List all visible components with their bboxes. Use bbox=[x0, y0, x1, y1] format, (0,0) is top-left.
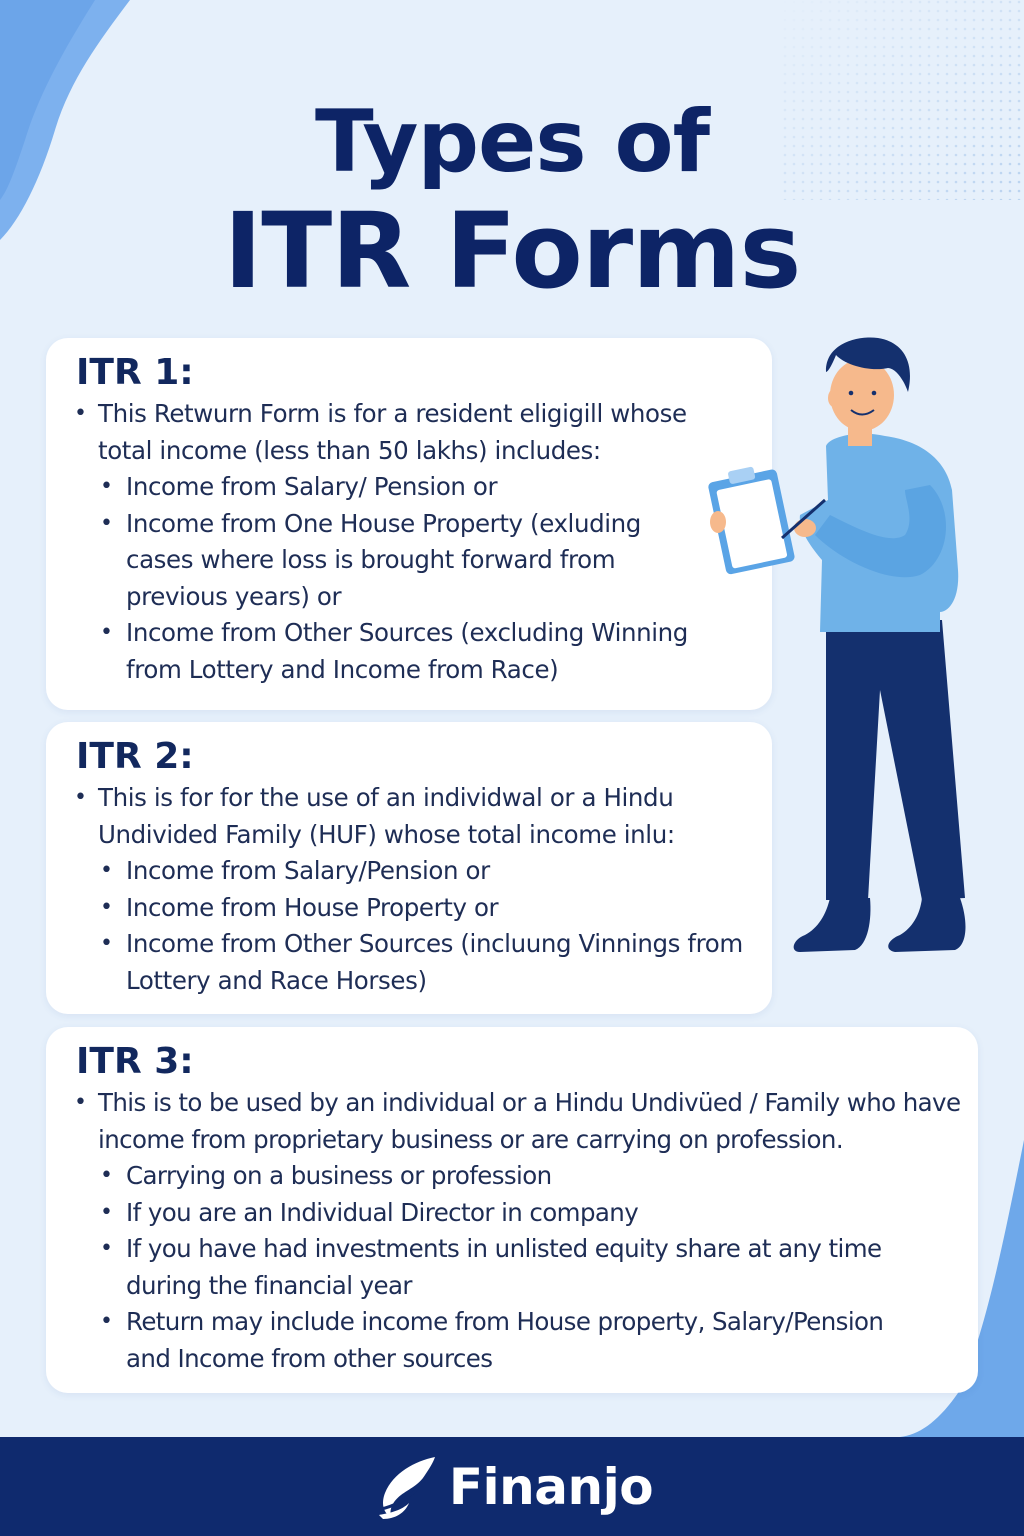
bullet-icon: • bbox=[100, 510, 113, 536]
bullet-icon: • bbox=[100, 858, 113, 883]
itr2-intro bbox=[74, 780, 758, 853]
person-with-clipboard-icon bbox=[700, 330, 1000, 960]
bullet-icon: • bbox=[100, 931, 113, 956]
itr1-intro-line2: total income (less than 50 lakhs) includes: bbox=[98, 435, 601, 465]
itr3-intro-line2: income from proprietary business or are carrying on profession. bbox=[98, 1124, 844, 1154]
bullet-icon: • bbox=[100, 1309, 113, 1334]
itr3-item-investments-line2: during the financial year bbox=[126, 1270, 412, 1300]
footer-bar bbox=[0, 1437, 1024, 1536]
itr2-item-other-line2: Lottery and Race Horses) bbox=[126, 965, 427, 995]
bullet-icon: • bbox=[74, 1090, 87, 1115]
itr1-body bbox=[74, 396, 758, 688]
itr1-item-other-line2: from Lottery and Income from Race) bbox=[126, 654, 559, 684]
bullet-icon: • bbox=[100, 1163, 113, 1188]
itr3-item-investments bbox=[74, 1231, 964, 1304]
itr1-item-house-line2: cases where loss is brought forward from bbox=[126, 545, 616, 574]
itr3-heading: ITR 3: bbox=[76, 1041, 194, 1082]
page-title-line-1: Types of bbox=[314, 92, 710, 192]
bullet-icon: • bbox=[74, 785, 87, 810]
itr1-item-salary-text: Income from Salary/ Pension or bbox=[126, 472, 498, 501]
itr2-item-salary-text: Income from Salary/Pension or bbox=[126, 856, 490, 885]
itr1-item-other-line1: Income from Other Sources (excluding Winning bbox=[126, 618, 688, 647]
itr3-card bbox=[46, 1027, 978, 1393]
itr2-item-house bbox=[74, 890, 758, 927]
bullet-icon: • bbox=[100, 1199, 113, 1225]
itr2-intro-line2: Undivided Family (HUF) whose total income inlu: bbox=[98, 819, 675, 849]
itr3-item-return-line1: Return may include income from House property, Salary/Pension bbox=[126, 1307, 884, 1336]
itr1-item-house bbox=[74, 506, 758, 616]
itr3-item-director bbox=[74, 1195, 964, 1232]
itr1-intro-line1: This Retwurn Form is for a resident eligigill whose bbox=[98, 399, 687, 428]
itr2-body bbox=[74, 780, 758, 999]
itr3-item-director-text: If you are an Individual Director in company bbox=[126, 1197, 639, 1227]
bullet-icon: • bbox=[100, 474, 113, 499]
itr2-heading: ITR 2: bbox=[76, 736, 194, 777]
itr2-item-other bbox=[74, 926, 758, 999]
itr2-item-salary bbox=[74, 853, 758, 890]
bullet-icon: • bbox=[74, 401, 87, 426]
bullet-icon: • bbox=[100, 620, 113, 645]
itr1-item-salary bbox=[74, 469, 758, 506]
itr1-item-house-line1: Income from One House Property (exluding bbox=[126, 508, 641, 538]
itr2-intro-line1: This is for for the use of an individwal or a Hindu bbox=[98, 783, 674, 812]
itr3-item-business bbox=[74, 1158, 964, 1195]
leaf-logo-icon bbox=[371, 1451, 443, 1523]
brand bbox=[0, 1437, 1024, 1536]
itr1-item-house-line3: previous years) or bbox=[126, 581, 342, 611]
itr2-item-house-text: Income from House Property or bbox=[126, 892, 499, 922]
itr2-card bbox=[46, 722, 772, 1014]
itr3-item-return bbox=[74, 1304, 964, 1377]
brand-name: Finanjo bbox=[448, 1457, 654, 1516]
bullet-icon: • bbox=[100, 894, 113, 920]
bullet-icon: • bbox=[100, 1236, 113, 1261]
itr3-intro-line1: This is to be used by an individual or a Hindu Undivüed / Family who have bbox=[98, 1088, 961, 1117]
itr3-item-business-text: Carrying on a business or profession bbox=[126, 1161, 552, 1190]
itr1-card bbox=[46, 338, 772, 710]
itr1-heading: ITR 1: bbox=[76, 352, 194, 393]
itr1-intro bbox=[74, 396, 758, 469]
itr1-item-other bbox=[74, 615, 758, 688]
page-title-line-2: ITR Forms bbox=[223, 190, 801, 312]
itr3-item-investments-line1: If you have had investments in unlisted equity share at any time bbox=[126, 1234, 882, 1263]
itr3-item-return-line2: and Income from other sources bbox=[126, 1343, 493, 1373]
itr2-item-other-line1: Income from Other Sources (incluung Vinnings from bbox=[126, 929, 743, 958]
itr3-intro bbox=[74, 1085, 964, 1158]
itr3-body bbox=[74, 1085, 964, 1377]
